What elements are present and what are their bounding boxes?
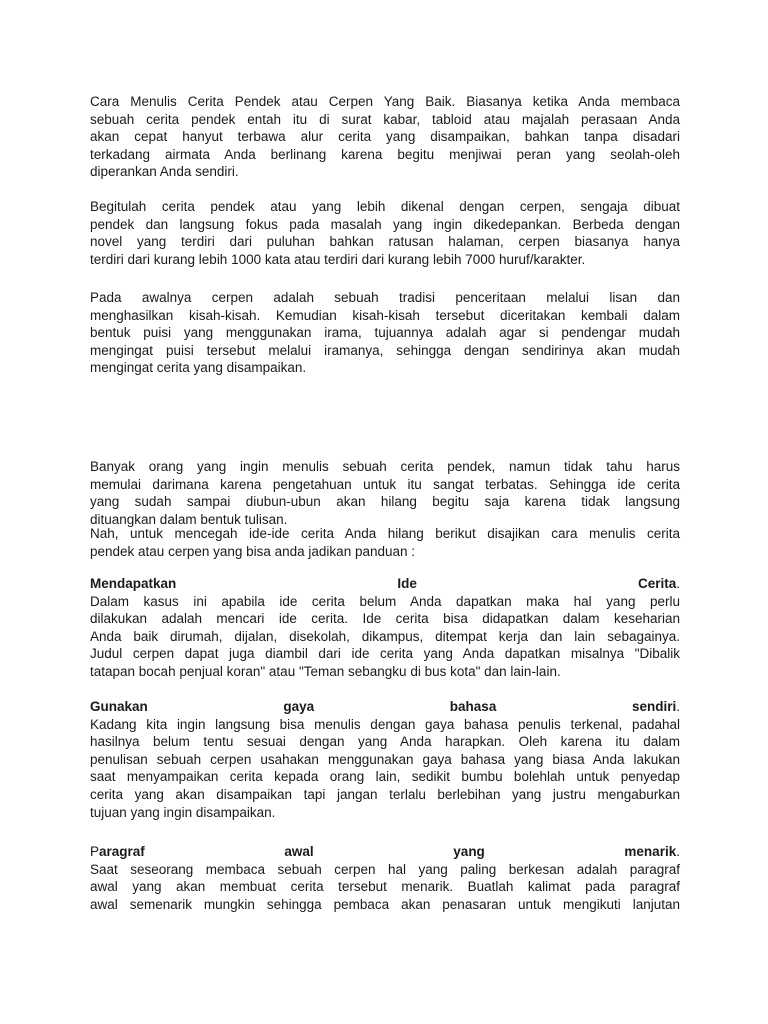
heading-word: Mendapatkan bbox=[90, 576, 177, 591]
text-line: Cara Menulis Cerita Pendek atau Cerpen Yang Baik. Biasanya ketika Anda membaca bbox=[90, 94, 680, 109]
text-line: Anda baik dirumah, dijalan, disekolah, dikampus, ditempat kerja dan lain sebagainya. bbox=[90, 628, 680, 644]
paragraph-1 bbox=[90, 93, 680, 181]
text-line: saat menyampaikan cerita kepada orang lain, sedikit bumbu bolehlah untuk penyedap bbox=[90, 769, 680, 785]
paragraph-2 bbox=[90, 198, 680, 268]
section-heading bbox=[90, 575, 680, 593]
text-line: diperankan Anda sendiri. bbox=[90, 164, 239, 180]
heading-word: bahasa bbox=[449, 699, 497, 714]
heading-word: Gunakan bbox=[90, 699, 148, 714]
heading-word: menarik. bbox=[624, 844, 680, 859]
paragraph-5 bbox=[90, 525, 680, 560]
section-heading bbox=[90, 843, 680, 861]
text-line: memulai darimana karena pengetahuan untuk itu sangat terbatas. Sehingga ide cerita bbox=[90, 476, 680, 492]
text-line: Saat seseorang membaca sebuah cerpen hal yang paling berkesan adalah paragraf bbox=[90, 861, 680, 877]
text-line: dituangkan dalam bentuk tulisan. bbox=[90, 511, 288, 527]
text-line: terdiri dari kurang lebih 1000 kata atau terdiri dari kurang lebih 7000 huruf/karakter. bbox=[90, 251, 586, 267]
heading-word: yang bbox=[453, 844, 485, 859]
text-line: tujuan yang ingin disampaikan. bbox=[90, 804, 276, 820]
section-3 bbox=[90, 843, 680, 913]
heading-word: Cerita. bbox=[637, 576, 680, 591]
text-line: Pada awalnya cerpen adalah sebuah tradisi penceritaan melalui lisan dan bbox=[90, 290, 680, 305]
paragraph-4 bbox=[90, 458, 680, 528]
heading-word: Ide bbox=[397, 576, 417, 591]
text-line: novel yang terdiri dari puluhan bahkan ratusan halaman, cerpen biasanya hanya bbox=[90, 234, 680, 250]
text-line: pendek atau cerpen yang bisa anda jadikan panduan : bbox=[90, 543, 416, 559]
text-line: tatapan bocah penjual koran" atau "Teman sebangku di bus kota" dan lain-lain. bbox=[90, 663, 561, 679]
text-line: sebuah cerita pendek entah itu di surat kabar, tabloid atau majalah perasaan Anda bbox=[90, 111, 680, 127]
text-line: Kadang kita ingin langsung bisa menulis dengan gaya bahasa penulis terkenal, padahal bbox=[90, 716, 680, 732]
paragraph-3 bbox=[90, 289, 680, 377]
text-line: awal semenarik mungkin sehingga pembaca akan penasaran untuk mengikuti lanjutan bbox=[90, 896, 680, 912]
text-line: Begitulah cerita pendek atau yang lebih dikenal dengan cerpen, sengaja dibuat bbox=[90, 199, 680, 214]
text-line: mengingat puisi tersebut melalui iramanya, sehingga dengan sendirinya akan mudah bbox=[90, 342, 680, 358]
section-heading bbox=[90, 698, 680, 716]
heading-word: awal bbox=[284, 844, 314, 859]
text-line: menghasilkan kisah-kisah. Kemudian kisah-kisah tersebut diceritakan kembali dalam bbox=[90, 307, 680, 323]
text-line: dilakukan adalah mencari ide cerita. Ide cerita bisa didapatkan dalam keseharian bbox=[90, 611, 680, 627]
text-line: cerita yang akan disampaikan tapi jangan terlalu berlebihan yang justru mengaburkan bbox=[90, 786, 680, 802]
text-line: awal yang akan membuat cerita tersebut menarik. Buatlah kalimat pada paragraf bbox=[90, 879, 680, 895]
text-line: Banyak orang yang ingin menulis sebuah cerita pendek, namun tidak tahu harus bbox=[90, 459, 680, 474]
text-line: akan cepat hanyut terbawa alur cerita yang disampaikan, bahkan tanpa disadari bbox=[90, 129, 680, 145]
text-line: hasilnya belum tentu sesuai dengan yang Anda harapkan. Oleh karena itu dalam bbox=[90, 734, 680, 750]
section-2 bbox=[90, 698, 680, 821]
heading-word: Paragraf bbox=[90, 844, 145, 859]
text-line: yang sudah sampai diubun-ubun akan hilang begitu saja karena tidak langsung bbox=[90, 494, 680, 510]
text-line: mengingat cerita yang disampaikan. bbox=[90, 360, 307, 376]
text-line: pendek dan langsung fokus pada masalah yang ingin dikedepankan. Berbeda dengan bbox=[90, 216, 680, 232]
text-line: bentuk puisi yang menggunakan irama, tujuannya adalah agar si pendengar mudah bbox=[90, 325, 680, 341]
heading-word: sendiri. bbox=[631, 699, 680, 714]
text-line: terkadang airmata Anda berlinang karena begitu menjiwai peran yang seolah-oleh bbox=[90, 146, 680, 162]
text-line: Nah, untuk mencegah ide-ide cerita Anda hilang berikut disajikan cara menulis cerita bbox=[90, 526, 680, 541]
heading-word: gaya bbox=[283, 699, 315, 714]
text-line: Dalam kasus ini apabila ide cerita belum Anda dapatkan maka hal yang perlu bbox=[90, 593, 680, 609]
text-line: Judul cerpen dapat juga diambil dari ide cerita yang Anda dapatkan misalnya "Dibalik bbox=[90, 646, 680, 662]
section-1 bbox=[90, 575, 680, 681]
text-line: penulisan sebuah cerpen usahakan menggunakan gaya bahasa yang biasa Anda lakukan bbox=[90, 751, 680, 767]
